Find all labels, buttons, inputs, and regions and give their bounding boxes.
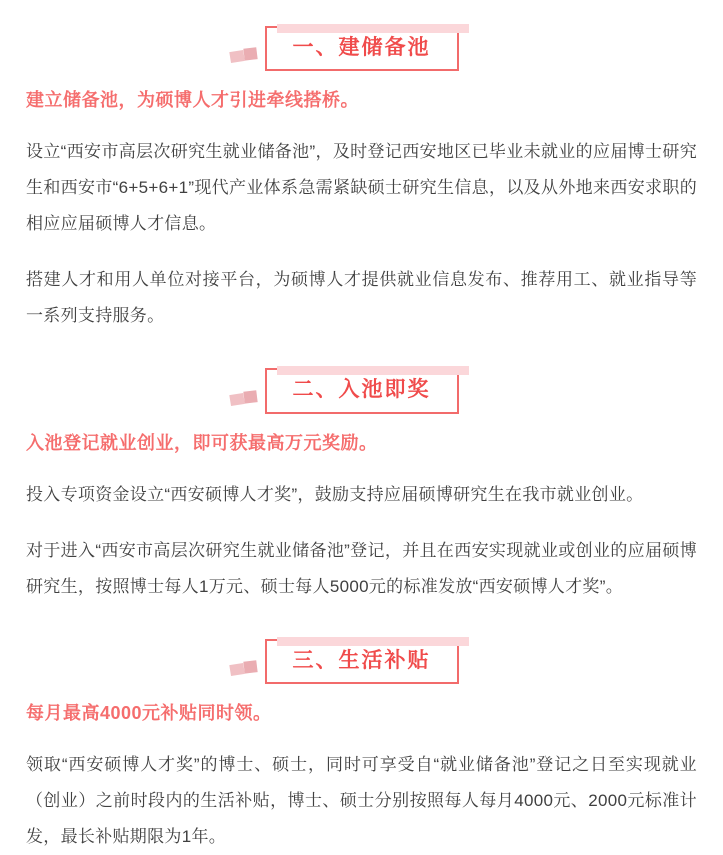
paragraph: 搭建人才和用人单位对接平台，为硕博人才提供就业信息发布、推荐用工、就业指导等一系列支持服务。 [26,270,697,326]
book-pages-icon [229,655,261,679]
book-pages-icon [229,42,261,66]
section-title: 一、建储备池 [292,36,431,59]
section-heading-row [26,26,697,71]
paragraph: 对于进入“西安市高层次研究生就业储备池”登记，并且在西安实现就业或创业的应届硕博研究生，按照博士每人1万元、硕士每人5000元的标准发放“西安硕博人才奖”。 [26,540,697,596]
section-lead-sentence: 每月最高4000元补贴同时领。 [26,702,272,723]
section-2-heading-badge [265,368,459,413]
badge-highlight-bar [277,637,469,646]
paragraph: 设立“西安市高层次研究生就业储备池”，及时登记西安地区已毕业未就业的应届博士研究生和西安市“6+5+6+1”现代产业体系急需紧缺硕士研究生信息，以及从外地来西安求职的相应应届硕博人才信息。 [26,142,697,234]
section-living-subsidy [26,639,697,855]
section-title: 二、入池即奖 [292,378,431,402]
section-heading-row [26,639,697,684]
section-heading-row [26,368,697,413]
paragraph: 投入专项资金设立“西安硕博人才奖”，鼓励支持应届硕博研究生在我市就业创业。 [26,484,644,504]
section-lead-sentence: 建立储备池，为硕博人才引进牵线搭桥。 [26,90,359,111]
section-title: 三、生活补贴 [292,648,431,672]
section-lead-sentence: 入池登记就业创业，即可获最高万元奖励。 [26,432,378,453]
section-1-heading-badge [265,26,459,71]
section-3-heading-badge [265,639,459,684]
book-pages-icon [229,385,261,409]
section-reserve-pool [26,26,697,334]
badge-highlight-bar [277,366,469,375]
section-pool-reward [26,368,697,604]
badge-highlight-bar [277,24,469,33]
paragraph: 领取“西安硕博人才奖”的博士、硕士，同时可享受自“就业储备池”登记之日至实现就业（创业）之前时段内的生活补贴，博士、硕士分别按照每人每月4000元、2000元标准计发，最长补贴期限为1年。 [26,754,697,846]
